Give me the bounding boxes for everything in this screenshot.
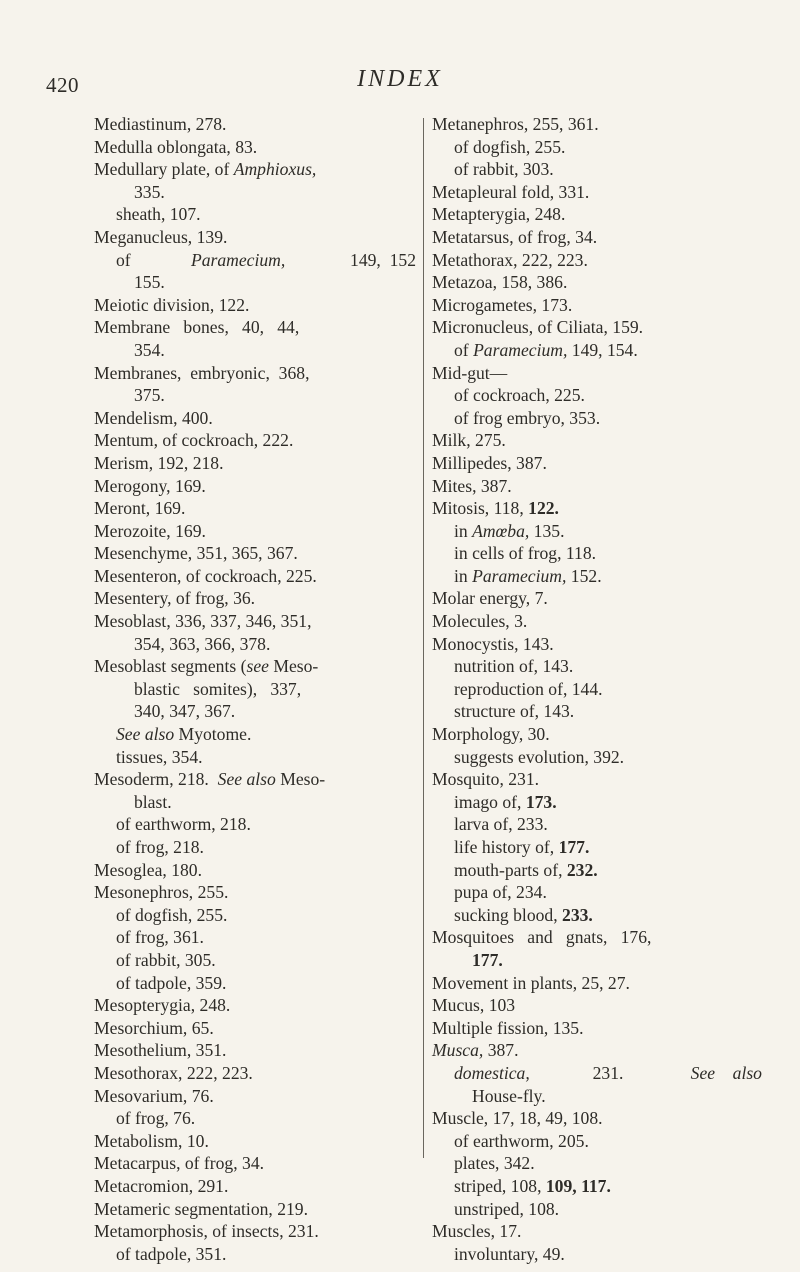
entry-text: Mitosis, 118, [432,498,529,519]
entry-text: Mesoblast segments ( [94,656,247,677]
italic-term: See also [217,769,276,790]
bold-page-ref: 233. [562,904,593,925]
index-entry [94,1017,416,1040]
entry-text: Mesorchium, 65. [94,1017,214,1038]
entry-text: suggests evolution, 392. [454,746,625,767]
italic-term: Paramecium, [473,339,568,360]
index-subentry [94,1243,416,1266]
index-subentry [94,836,416,859]
entry-text: of earthworm, 205. [454,1130,589,1151]
index-subentry [94,678,416,701]
entry-text: 354. [134,339,165,360]
index-subentry [94,926,416,949]
italic-term: See also [690,1062,762,1083]
entry-text: of cockroach, 225. [454,385,585,406]
entry-text: striped, 108, [454,1175,546,1196]
italic-term: Musca, [432,1040,484,1061]
index-entry [432,294,762,317]
entry-text: 375. [134,385,165,406]
bold-page-ref: 109, 117. [545,1175,611,1196]
index-entry [432,316,762,339]
entry-text: of dogfish, 255. [116,904,228,925]
entry-text: of frog, 361. [116,927,204,948]
index-subentry [94,813,416,836]
index-entry [94,587,416,610]
bold-page-ref: 177. [472,949,503,970]
index-entry [94,565,416,588]
entry-text: reproduction of, 144. [454,678,603,699]
index-entry [94,1130,416,1153]
index-entry [94,113,416,136]
entry-text: Metacarpus, of frog, 34. [94,1153,265,1174]
bold-page-ref: 232. [566,859,598,880]
index-subentry [432,836,762,859]
entry-text: Metapterygia, 248. [432,204,566,225]
entry-text: Molar energy, 7. [432,588,548,609]
entry-text: Monocystis, 143. [432,633,554,654]
index-subentry [432,678,762,701]
index-subentry [94,746,416,769]
entry-text: imago of, [454,791,526,812]
entry-text: in cells of frog, 118. [454,543,597,564]
entry-text: of frog, 218. [116,837,204,857]
entry-text: Mites, 387. [432,475,512,496]
entry-text: of rabbit, 305. [116,949,216,970]
italic-term: See also [116,724,175,745]
index-entry [432,113,762,136]
entry-text: nutrition of, 143. [454,656,574,677]
entry-text: House-fly. [472,1085,546,1106]
entry-text: Mesoderm, 218. [94,769,218,790]
entry-text: Mesonephros, 255. [94,882,229,903]
entry-text: Mesentery, of frog, 36. [94,588,256,609]
entry-text: Mucus, 103 [432,995,516,1016]
index-subentry [94,1107,416,1130]
entry-text: of frog, 76. [116,1108,196,1129]
index-entry [432,271,762,294]
entry-text: of tadpole, 351. [116,1243,227,1264]
index-entry [94,497,416,520]
index-subentry [432,407,762,430]
entry-text: Metacromion, 291. [94,1175,229,1196]
entry-text: of rabbit, 303. [454,159,554,180]
italic-term: Paramecium, [472,565,567,586]
entry-text: Medulla oblongata, 83. [94,136,258,157]
entry-text: of dogfish, 255. [454,136,566,157]
index-entry [94,610,416,633]
index-subentry [432,384,762,407]
index-entry [94,1220,416,1243]
index-entry [432,926,762,949]
index-entry [94,1085,416,1108]
entry-text: Mesenchyme, 351, 365, 367. [94,543,298,564]
index-subentry [94,633,416,656]
entry-text: Metamorphosis, of insects, 231. [94,1221,319,1242]
index-entry [432,723,762,746]
index-entry [94,475,416,498]
entry-text: pupa of, 234. [454,882,547,903]
index-entry [432,203,762,226]
index-subentry [432,542,762,565]
index-entry [94,994,416,1017]
entry-text: Mesopterygia, 248. [94,995,231,1016]
index-subentry [432,746,762,769]
entry-text: larva of, 233. [454,814,548,835]
entry-text: Metanephros, 255, 361. [432,114,599,134]
entry-text: 149, 154. [567,339,638,360]
index-subentry [432,1152,762,1175]
index-entry [432,587,762,610]
entry-text: 340, 347, 367. [134,701,236,722]
index-subentry [432,1243,762,1266]
entry-text: 231. [579,1062,641,1083]
index-entry [432,994,762,1017]
entry-text: 152. [566,565,602,586]
index-entry [94,542,416,565]
entry-text: Mesoglea, 180. [94,859,202,880]
entry-text: Muscles, 17. [432,1221,522,1242]
column-divider [423,118,424,1158]
bold-page-ref: 177. [558,837,590,857]
index-subentry [432,859,762,882]
index-entry [432,1017,762,1040]
index-subentry [432,655,762,678]
italic-term: see [246,656,269,677]
index-entry [94,429,416,452]
italic-term: Paramecium, [190,249,286,270]
bold-page-ref: 173. [525,791,557,812]
index-subentry [94,384,416,407]
index-entry [432,362,762,385]
entry-text: Mesovarium, 76. [94,1085,214,1106]
entry-text: Mesothelium, 351. [94,1040,227,1061]
index-subentry [94,700,416,723]
page-number: 420 [46,73,79,97]
index-subentry [432,904,762,927]
entry-text: Mosquitoes and gnats, 176, [432,927,652,948]
entry-text: Metameric segmentation, 219. [94,1198,308,1219]
entry-text: life history of, [454,837,559,857]
index-entry [94,407,416,430]
italic-term: domestica, [454,1062,530,1083]
index-subentry [432,813,762,836]
entry-text: Muscle, 17, 18, 49, 108. [432,1108,603,1129]
bold-page-ref: 122. [528,498,559,519]
index-entry [432,452,762,475]
entry-text: Merism, 192, 218. [94,452,224,473]
entry-text: Meiotic division, 122. [94,294,250,315]
index-subentry [432,1062,762,1085]
index-entry [94,1062,416,1085]
index-subentry [94,972,416,995]
index-subentry [94,339,416,362]
index-entry [432,610,762,633]
entry-text: of frog embryo, 353. [454,407,601,428]
index-entry [432,249,762,272]
entry-text: Mentum, of cockroach, 222. [94,430,294,451]
entry-text: Mendelism, 400. [94,407,213,428]
index-entry [94,226,416,249]
entry-text: of [116,249,136,270]
entry-text: Mesenteron, of cockroach, 225. [94,565,317,586]
entry-text: 335. [134,181,165,202]
entry-text: Metapleural fold, 331. [432,181,590,202]
italic-term: Amphioxus, [233,159,317,180]
entry-text: Meso- [275,769,326,790]
entry-text: 155. [134,272,165,293]
entry-text: Metazoa, 158, 386. [432,272,568,293]
entry-text: Microgametes, 173. [432,294,573,315]
entry-text: Meront, 169. [94,498,186,519]
entry-text: 354, 363, 366, 378. [134,633,271,654]
entry-text: Membrane bones, 40, 44, [94,317,300,338]
index-entry [432,181,762,204]
entry-text: in [454,520,473,541]
index-subentry [432,1085,762,1108]
entry-text: Metatarsus, of frog, 34. [432,226,598,247]
italic-term: Amœba, [472,520,530,541]
index-subentry [432,158,762,181]
index-subentry [432,1198,762,1221]
index-subentry [432,700,762,723]
entry-text: Merogony, 169. [94,475,206,496]
entry-text: blastic somites), 337, [134,678,302,699]
index-entry [432,768,762,791]
index-subentry [432,520,762,543]
running-head: INDEX [357,66,443,92]
entry-text: Movement in plants, 25, 27. [432,972,630,993]
index-entry [94,136,416,159]
index-entry [94,1198,416,1221]
entry-text: Molecules, 3. [432,611,528,632]
index-subentry [432,339,762,362]
entry-text: Mesothorax, 222, 223. [94,1062,253,1083]
index-subentry [432,791,762,814]
index-subentry [432,136,762,159]
index-entry [432,972,762,995]
entry-text: 149, 152 [341,249,416,270]
entry-text: Metathorax, 222, 223. [432,249,588,270]
index-entry [432,475,762,498]
entry-text: Meso- [268,656,319,677]
entry-text: structure of, 143. [454,701,575,722]
entry-text: sucking blood, [454,904,563,925]
entry-text: plates, 342. [454,1153,535,1174]
index-subentry [94,271,416,294]
entry-text: of [454,339,474,360]
entry-text: blast. [134,791,172,812]
index-subentry [94,723,416,746]
index-entry [94,655,416,678]
index-subentry [94,791,416,814]
entry-text: 135. [529,520,565,541]
index-subentry [432,565,762,588]
index-entry [432,1220,762,1243]
entry-text: Metabolism, 10. [94,1130,209,1151]
index-entry [432,226,762,249]
entry-text: unstriped, 108. [454,1198,560,1219]
index-column-left [94,113,416,1265]
index-entry [94,294,416,317]
index-subentry [94,949,416,972]
entry-text: Membranes, embryonic, 368, [94,362,310,383]
index-subentry [94,203,416,226]
index-entry [94,881,416,904]
index-entry [94,452,416,475]
entry-text: mouth-parts of, [454,859,567,880]
entry-text: Milk, 275. [432,430,506,451]
entry-text: Medullary plate, of [94,159,234,180]
index-subentry [432,949,762,972]
entry-text: sheath, 107. [116,204,201,225]
index-entry [432,497,762,520]
entry-text: Multiple fission, 135. [432,1017,584,1038]
index-entry [432,633,762,656]
entry-text: Mosquito, 231. [432,769,540,790]
index-subentry [94,181,416,204]
index-subentry [432,881,762,904]
entry-text: Merozoite, 169. [94,520,206,541]
index-entry [94,316,416,339]
index-entry [432,1039,762,1062]
index-subentry [432,1130,762,1153]
entry-text: Mediastinum, 278. [94,114,227,134]
entry-text: of tadpole, 359. [116,972,227,993]
entry-text: Millipedes, 387. [432,452,547,473]
entry-text: Micronucleus, of Ciliata, 159. [432,317,644,338]
index-entry [432,429,762,452]
index-subentry [432,1175,762,1198]
index-entry [94,1152,416,1175]
index-entry [94,768,416,791]
index-entry [94,1039,416,1062]
index-entry [94,362,416,385]
index-entry [94,1175,416,1198]
entry-text: of earthworm, 218. [116,814,251,835]
entry-text: tissues, 354. [116,746,203,767]
index-entry [432,1107,762,1130]
entry-text: Meganucleus, 139. [94,226,228,247]
entry-text: Morphology, 30. [432,724,550,745]
index-column-right [432,113,762,1265]
index-entry [94,859,416,882]
entry-text: 387. [483,1040,519,1061]
index-entry [94,520,416,543]
entry-text: Mesoblast, 336, 337, 346, 351, [94,611,312,632]
index-entry [94,158,416,181]
entry-text: involuntary, 49. [454,1243,565,1264]
entry-text: Mid-gut— [432,362,508,383]
index-subentry [94,249,416,272]
index-subentry [94,904,416,927]
entry-text: in [454,565,473,586]
entry-text: Myotome. [174,724,252,745]
